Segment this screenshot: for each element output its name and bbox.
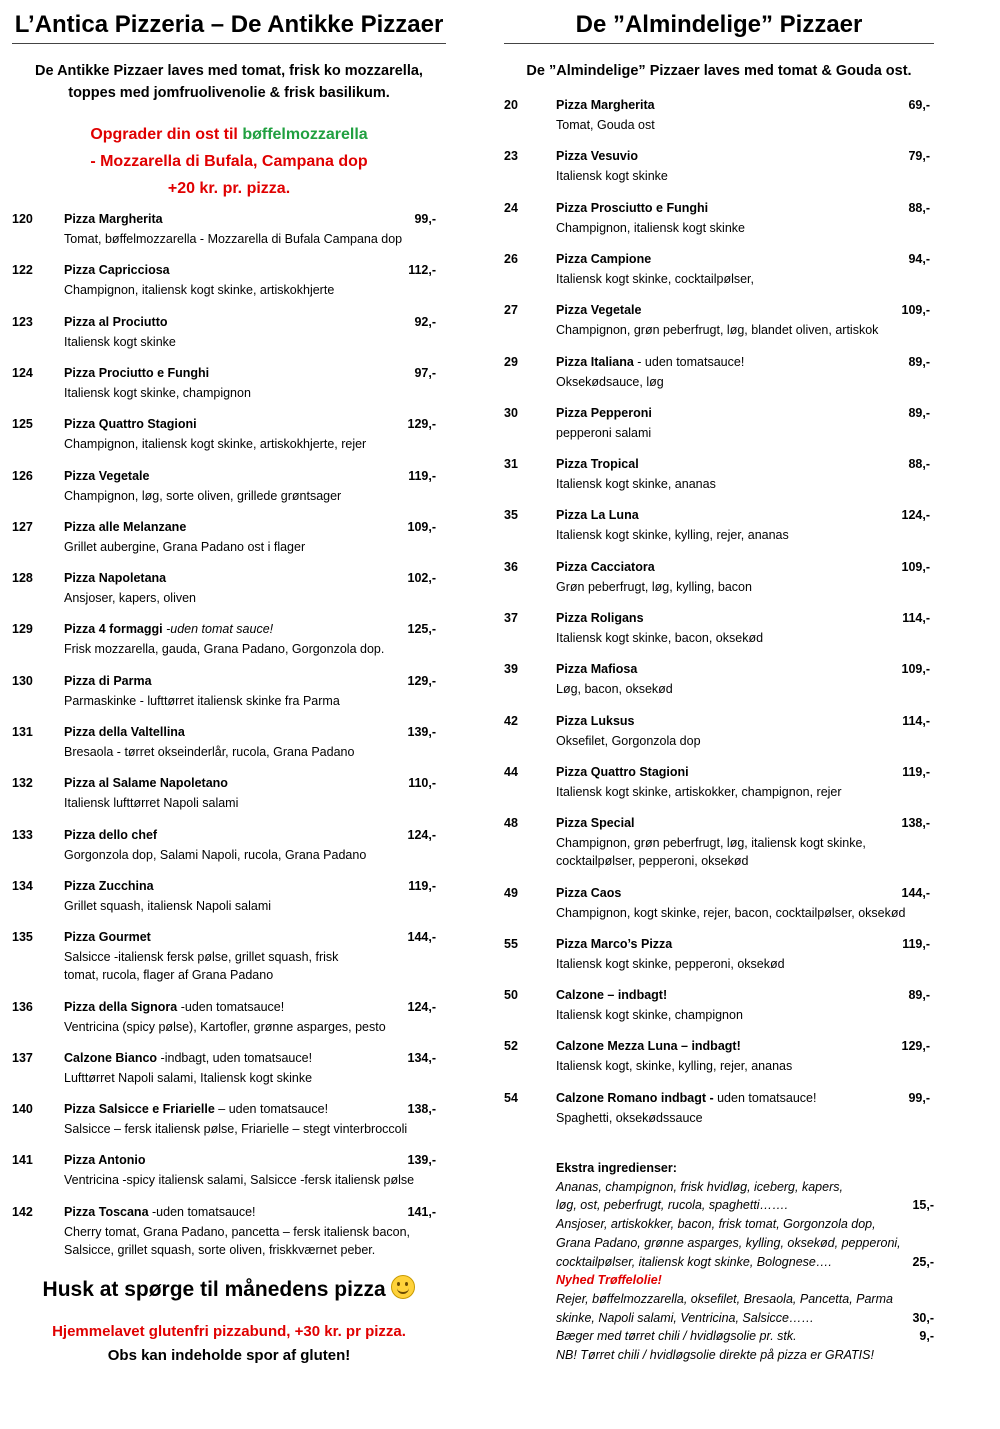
item-name <box>64 879 154 893</box>
extras-line <box>556 1215 934 1234</box>
extras-line-text: cocktailpølser, italiensk kogt skinke, Bolognese…. <box>556 1254 832 1269</box>
item-name-text: Pizza Napoletana <box>64 571 167 586</box>
item-description <box>64 281 334 299</box>
item-description-line: Italiensk kogt skinke <box>64 334 176 349</box>
item-description-line: Italiensk kogt, skinke, kylling, rejer, ananas <box>556 1059 793 1074</box>
item-price: 119,- <box>408 468 436 483</box>
item-name <box>64 315 168 329</box>
left-title: L’Antica Pizzeria – De Antikke Pizzaer <box>14 11 444 38</box>
item-note: -uden tomatsauce! <box>180 999 285 1014</box>
item-number: 133 <box>12 827 33 842</box>
item-number: 123 <box>12 314 33 329</box>
item-price: 114,- <box>902 713 930 728</box>
item-price: 129,- <box>407 417 436 432</box>
item-name-text: Pizza Gourmet <box>64 930 151 945</box>
extras-price: 9,- <box>919 1329 934 1344</box>
item-description <box>64 640 384 658</box>
item-price: 109,- <box>901 559 930 574</box>
item-description <box>64 1069 312 1087</box>
item-price: 124,- <box>407 999 436 1014</box>
right-title-rule <box>504 43 934 44</box>
item-price: 124,- <box>901 508 930 523</box>
item-name <box>556 1091 816 1105</box>
item-number: 140 <box>12 1102 33 1117</box>
item-description <box>64 333 176 351</box>
item-name-text: Pizza dello chef <box>64 827 158 842</box>
item-name-text: Pizza di Parma <box>64 673 152 688</box>
extras-line <box>556 1178 934 1197</box>
item-description-line: Ansjoser, kapers, oliven <box>64 591 197 606</box>
item-description <box>556 373 664 391</box>
extras-line <box>556 1327 934 1346</box>
item-price: 88,- <box>908 200 930 215</box>
item-number: 134 <box>12 878 33 893</box>
extras-line-text: Rejer, bøffelmozzarella, oksefilet, Bresaola, Pancetta, Parma <box>556 1291 893 1306</box>
extras-line <box>556 1290 934 1309</box>
item-price: 119,- <box>902 936 930 951</box>
item-note: uden tomatsauce! <box>717 1090 817 1105</box>
item-number: 36 <box>504 559 518 574</box>
item-name <box>556 611 644 625</box>
gluten-free-offer: Hjemmelavet glutenfri pizzabund, +30 kr. pr pizza. <box>52 1323 406 1340</box>
item-name-text: Pizza Special <box>556 816 635 831</box>
item-name <box>64 725 185 739</box>
item-description <box>64 1018 386 1036</box>
upgrade-cheese-name: bøffelmozzarella <box>242 126 368 143</box>
item-description <box>556 526 789 544</box>
item-name <box>556 406 652 420</box>
item-note: – uden tomatsauce! <box>218 1102 329 1117</box>
extras-line-text: Ananas, champignon, frisk hvidløg, iceberg, kapers, <box>556 1179 843 1194</box>
left-intro-line-2: toppes med jomfruolivenolie & frisk basilikum. <box>68 85 390 101</box>
item-description <box>556 783 842 801</box>
item-name-text: Pizza Italiana <box>556 354 638 369</box>
item-name <box>556 662 637 676</box>
item-name-text: Calzone Mezza Luna – indbagt! <box>556 1039 741 1054</box>
new-truffle-oil <box>556 1271 934 1290</box>
item-description-line: Frisk mozzarella, gauda, Grana Padano, Gorgonzola dop. <box>64 642 385 657</box>
item-description-line: Grillet squash, italiensk Napoli salami <box>64 898 272 913</box>
item-description-line: tomat, rucola, flager af Grana Padano <box>64 968 274 983</box>
item-number: 49 <box>504 885 518 900</box>
item-name <box>556 149 638 163</box>
item-name <box>64 366 209 380</box>
item-name-text: Pizza Vegetale <box>556 303 642 318</box>
item-name <box>556 765 689 779</box>
item-note: -uden tomat sauce! <box>166 622 274 637</box>
item-number: 130 <box>12 673 33 688</box>
item-name-text: Pizza Vesuvio <box>556 149 638 164</box>
item-number: 20 <box>504 98 518 112</box>
item-number: 23 <box>504 149 518 164</box>
smiley-icon <box>391 1275 415 1299</box>
item-price: 119,- <box>902 764 930 779</box>
item-name <box>64 1153 145 1167</box>
item-number: 39 <box>504 662 518 677</box>
item-price: 129,- <box>901 1039 930 1054</box>
item-description <box>64 794 238 812</box>
item-price: 99,- <box>414 212 436 226</box>
item-note: -uden tomatsauce! <box>152 1204 256 1219</box>
item-name-text: Pizza Prociutto e Funghi <box>64 365 210 380</box>
item-description-line: Tomat, Gouda ost <box>556 118 655 132</box>
item-name <box>556 886 621 900</box>
item-name <box>556 98 655 112</box>
item-description <box>64 487 341 505</box>
item-description-line: Gorgonzola dop, Salami Napoli, rucola, Grana Padano <box>64 847 367 862</box>
item-price: 110,- <box>408 776 436 791</box>
item-name-text: Pizza Prosciutto e Funghi <box>556 200 709 215</box>
item-price: 114,- <box>902 611 930 625</box>
item-name <box>556 714 635 728</box>
item-description-line: Italiensk kogt skinke, champignon <box>556 1008 743 1023</box>
item-price: 109,- <box>901 662 930 677</box>
extras-line-text: Grana Padano, grønne asparges, kylling, oksekød, pepperoni, <box>556 1235 901 1250</box>
item-name-text: Calzone Romano indbagt - <box>556 1090 718 1105</box>
item-name-text: Pizza Marco’s Pizza <box>556 936 673 951</box>
item-number: 142 <box>12 1204 33 1219</box>
item-number: 29 <box>504 354 518 369</box>
item-description-line: Parmaskinke - lufttørret italiensk skinke fra Parma <box>64 693 340 708</box>
item-description-line: Salsicce -italiensk fersk pølse, grillet squash, frisk <box>64 950 339 965</box>
extras-heading: Ekstra ingredienser: <box>556 1161 677 1175</box>
item-description <box>64 1120 407 1138</box>
item-number: 127 <box>12 519 33 534</box>
antique-pizza-column <box>12 0 446 1364</box>
item-price: 102,- <box>407 571 436 586</box>
item-number: 126 <box>12 468 33 483</box>
item-description-line: Italiensk kogt skinke, pepperoni, oksekød <box>556 956 785 971</box>
item-name <box>64 571 166 585</box>
item-price: 79,- <box>908 149 930 164</box>
item-name-text: Pizza Salsicce e Friarielle <box>64 1102 219 1117</box>
gluten-warning: Obs kan indeholde spor af gluten! <box>107 1347 351 1364</box>
item-description <box>556 732 701 750</box>
extras-line-text: NB! Tørret chili / hvidløgsolie direkte på pizza er GRATIS! <box>556 1348 874 1363</box>
regular-pizza-column <box>504 0 934 1363</box>
item-name-text: Pizza Campione <box>556 251 652 266</box>
item-description <box>556 270 754 288</box>
item-price: 124,- <box>407 827 436 842</box>
item-name <box>64 1205 256 1219</box>
item-number: 124 <box>12 365 33 380</box>
item-name <box>64 828 157 842</box>
item-price: 89,- <box>908 405 930 420</box>
item-price: 109,- <box>407 519 436 534</box>
item-description <box>64 948 338 984</box>
extras-price: 15,- <box>912 1198 934 1213</box>
item-description-line: Ventricina (spicy pølse), Kartofler, grønne asparges, pesto <box>64 1019 386 1034</box>
upgrade-text: Opgrader din ost til <box>90 126 243 143</box>
item-description <box>556 1109 703 1127</box>
gluten-free-note <box>12 1320 446 1368</box>
item-description-line: Champignon, italiensk kogt skinke, artiskokhjerte, rejer <box>64 437 367 452</box>
item-number: 129 <box>12 622 33 637</box>
item-number: 141 <box>12 1153 33 1168</box>
item-name-text: Pizza 4 formaggi <box>64 622 167 637</box>
extras-price: 25,- <box>912 1254 934 1269</box>
item-price: 88,- <box>908 457 930 472</box>
item-name-text: Pizza Capricciosa <box>64 263 170 278</box>
item-description <box>556 1057 792 1075</box>
item-description <box>64 692 340 710</box>
item-price: 99,- <box>908 1090 930 1105</box>
item-name-text: Pizza al Salame Napoletano <box>64 776 228 791</box>
item-name <box>64 1051 312 1065</box>
item-name-text: Pizza La Luna <box>556 508 639 523</box>
item-price: 94,- <box>908 251 930 266</box>
item-number: 125 <box>12 417 33 432</box>
item-name-text: Pizza Zucchina <box>64 878 154 893</box>
item-number: 30 <box>504 405 518 420</box>
item-description-line: Oksefilet, Gorgonzola dop <box>556 733 701 748</box>
item-description <box>64 589 196 607</box>
item-number: 135 <box>12 930 33 945</box>
item-description-line: Italiensk kogt skinke, cocktailpølser, <box>556 271 754 286</box>
item-description <box>64 538 305 556</box>
extras-line <box>556 1346 934 1365</box>
item-price: 139,- <box>407 1153 436 1168</box>
item-name-text: Pizza Toscana <box>64 1204 152 1219</box>
item-price: 109,- <box>901 303 930 318</box>
extras-line <box>556 1196 934 1215</box>
item-name-text: Pizza alle Melanzane <box>64 519 187 534</box>
item-description-line: Italiensk kogt skinke, bacon, oksekød <box>556 631 764 645</box>
item-number: 50 <box>504 988 518 1003</box>
monthly-pizza-text: Husk at spørge til månedens pizza <box>42 1278 386 1301</box>
item-price: 144,- <box>407 930 436 945</box>
extras-line <box>556 1234 934 1253</box>
item-name <box>64 1000 284 1014</box>
extras-line-text: løg, ost, peberfrugt, rucola, spaghetti……. <box>556 1198 789 1213</box>
item-number: 42 <box>504 713 518 728</box>
monthly-pizza-note <box>12 1275 446 1302</box>
item-description <box>556 116 655 134</box>
right-intro: De ”Almindelige” Pizzaer laves med tomat & Gouda ost. <box>526 63 912 79</box>
item-price: 129,- <box>407 673 436 688</box>
item-name <box>64 212 163 226</box>
item-name-text: Pizza Margherita <box>556 98 655 112</box>
item-description <box>556 424 651 442</box>
extras-line-text: skinke, Napoli salami, Ventricina, Salsicce…… <box>556 1310 814 1325</box>
extras-line <box>556 1309 934 1328</box>
upgrade-line-1 <box>12 121 446 148</box>
item-name <box>556 457 639 471</box>
item-name <box>64 1102 328 1116</box>
item-name <box>556 508 639 522</box>
item-description <box>64 435 366 453</box>
extras-line-text: Ansjoser, artiskokker, bacon, frisk tomat, Gorgonzola dop, <box>556 1217 876 1232</box>
item-price: 138,- <box>901 816 930 831</box>
item-description <box>556 167 668 185</box>
item-description <box>64 743 354 761</box>
extras-line-text: Nyhed Trøffelolie! <box>556 1273 662 1288</box>
item-description <box>556 321 878 339</box>
item-description-line: Spaghetti, oksekødssauce <box>556 1110 703 1125</box>
item-price: 112,- <box>408 263 436 278</box>
item-description <box>556 1006 743 1024</box>
item-name-text: Pizza Luksus <box>556 713 635 728</box>
item-description-line: Løg, bacon, oksekød <box>556 682 673 697</box>
right-title: De ”Almindelige” Pizzaer <box>575 11 863 38</box>
item-name-text: Pizza Pepperoni <box>556 405 652 420</box>
upgrade-line-2: - Mozzarella di Bufala, Campana dop <box>90 153 368 170</box>
item-name <box>556 937 672 951</box>
item-description <box>556 578 752 596</box>
item-name <box>64 469 149 483</box>
extra-ingredients <box>556 1159 934 1365</box>
item-description-line: Bresaola - tørret okseinderlår, rucola, Grana Padano <box>64 745 355 759</box>
item-name-text: Pizza al Prociutto <box>64 314 168 329</box>
item-number: 137 <box>12 1050 33 1065</box>
item-number: 35 <box>504 508 518 523</box>
item-description-line: Tomat, bøffelmozzarella - Mozzarella di Bufala Campana dop <box>64 232 403 246</box>
item-description <box>64 384 251 402</box>
item-number: 27 <box>504 303 518 318</box>
item-name-text: Pizza Quattro Stagioni <box>556 764 689 779</box>
item-description-line: Lufttørret Napoli salami, Italiensk kogt skinke <box>64 1070 313 1085</box>
item-name <box>556 303 641 317</box>
item-description-line: cocktailpølser, pepperoni, oksekød <box>556 854 749 869</box>
item-description-line: Champignon, italiensk kogt skinke <box>556 220 745 235</box>
item-description-line: Champignon, grøn peberfrugt, løg, italiensk kogt skinke, <box>556 836 866 851</box>
item-name <box>64 263 170 277</box>
item-description <box>556 475 716 493</box>
item-price: 119,- <box>408 878 436 893</box>
item-price: 97,- <box>414 365 436 380</box>
item-description-line: Oksekødsauce, løg <box>556 374 664 389</box>
item-description <box>556 955 785 973</box>
item-number: 55 <box>504 936 518 951</box>
item-description-line: Champignon, kogt skinke, rejer, bacon, cocktailpølser, oksekød <box>556 905 906 920</box>
item-name-text: Pizza Cacciatora <box>556 559 655 574</box>
item-name-text: Calzone Bianco <box>64 1050 161 1065</box>
item-number: 132 <box>12 776 33 791</box>
item-price: 144,- <box>901 885 930 900</box>
item-description-line: Italiensk lufttørret Napoli salami <box>64 796 239 811</box>
item-description-line: Ventricina -spicy italiensk salami, Salsicce -fersk italiensk pølse <box>64 1173 415 1188</box>
item-description-line: Italiensk kogt skinke, artiskokker, champignon, rejer <box>556 784 842 799</box>
item-name <box>556 355 744 369</box>
item-price: 69,- <box>908 98 930 112</box>
item-note: - uden tomatsauce! <box>637 354 745 369</box>
item-description <box>64 1223 410 1259</box>
item-description <box>556 834 866 870</box>
extras-line <box>556 1253 934 1272</box>
item-description-line: Grøn peberfrugt, løg, kylling, bacon <box>556 579 752 594</box>
item-number: 48 <box>504 816 518 831</box>
item-name-text: Pizza Vegetale <box>64 468 150 483</box>
item-description-line: Salsicce, grillet squash, sorte oliven, friskkværnet peber. <box>64 1242 376 1257</box>
item-name <box>556 988 667 1002</box>
item-name-text: Pizza Roligans <box>556 611 644 625</box>
item-description <box>556 680 673 698</box>
item-name <box>556 560 655 574</box>
cheese-upgrade-notice <box>12 121 446 202</box>
item-number: 136 <box>12 999 33 1014</box>
item-price: 92,- <box>414 314 436 329</box>
item-name-text: Pizza Quattro Stagioni <box>64 417 197 432</box>
extras-price: 30,- <box>912 1310 934 1325</box>
item-description <box>64 846 366 864</box>
item-name-text: Calzone – indbagt! <box>556 988 668 1003</box>
item-description <box>64 230 402 248</box>
item-description <box>64 897 271 915</box>
item-number: 54 <box>504 1090 518 1105</box>
item-number: 24 <box>504 200 518 215</box>
item-description-line: Cherry tomat, Grana Padano, pancetta – fersk italiensk bacon, <box>64 1224 411 1239</box>
item-name <box>556 201 708 215</box>
item-name-text: Pizza Margherita <box>64 212 163 226</box>
item-description-line: Italiensk kogt skinke <box>556 169 668 184</box>
left-intro <box>12 60 446 104</box>
extras-line-text: Bæger med tørret chili / hvidløgsolie pr. stk. <box>556 1329 797 1344</box>
item-name <box>64 520 186 534</box>
item-description-line: Champignon, grøn peberfrugt, løg, blandet oliven, artiskok <box>556 323 879 338</box>
item-name-text: Pizza Mafiosa <box>556 662 638 677</box>
item-number: 122 <box>12 263 33 278</box>
item-description <box>556 904 905 922</box>
item-description-line: Italiensk kogt skinke, kylling, rejer, ananas <box>556 528 789 543</box>
item-description-line: Champignon, italiensk kogt skinke, artiskokhjerte <box>64 283 335 298</box>
left-intro-line-1: De Antikke Pizzaer laves med tomat, frisk ko mozzarella, <box>35 63 423 79</box>
item-number: 131 <box>12 725 33 739</box>
item-description-line: Grillet aubergine, Grana Padano ost i flager <box>64 539 306 554</box>
item-name <box>556 816 635 830</box>
item-description <box>64 1171 414 1189</box>
item-name-text: Pizza della Valtellina <box>64 725 185 739</box>
item-number: 44 <box>504 764 518 779</box>
item-description <box>556 629 763 647</box>
item-price: 89,- <box>908 354 930 369</box>
item-number: 120 <box>12 212 33 226</box>
upgrade-line-3: +20 kr. pr. pizza. <box>167 180 291 197</box>
item-description-line: pepperoni salami <box>556 425 652 440</box>
item-description-line: Champignon, løg, sorte oliven, grillede grøntsager <box>64 488 342 503</box>
item-name-text: Pizza Tropical <box>556 457 639 472</box>
item-name <box>556 252 651 266</box>
item-name <box>64 776 228 790</box>
item-name <box>556 1039 741 1053</box>
item-price: 134,- <box>407 1050 436 1065</box>
item-number: 31 <box>504 457 518 472</box>
item-note: -indbagt, uden tomatsauce! <box>160 1050 313 1065</box>
item-name <box>64 930 151 944</box>
item-description <box>556 219 745 237</box>
item-name <box>64 417 197 431</box>
item-price: 89,- <box>908 988 930 1003</box>
item-description-line: Italiensk kogt skinke, champignon <box>64 385 251 400</box>
item-number: 128 <box>12 571 33 586</box>
item-name-text: Pizza Caos <box>556 885 622 900</box>
item-price: 139,- <box>407 725 436 739</box>
item-name-text: Pizza della Signora <box>64 999 181 1014</box>
item-price: 141,- <box>407 1204 436 1219</box>
item-price: 138,- <box>407 1102 436 1117</box>
item-name <box>64 622 273 636</box>
item-price: 125,- <box>407 622 436 637</box>
item-number: 52 <box>504 1039 518 1054</box>
item-name <box>64 674 152 688</box>
item-name-text: Pizza Antonio <box>64 1153 146 1168</box>
left-title-rule <box>12 43 446 44</box>
item-number: 26 <box>504 251 518 266</box>
item-number: 37 <box>504 611 518 625</box>
item-description-line: Salsicce – fersk italiensk pølse, Friarielle – stegt vinterbroccoli <box>64 1122 408 1137</box>
item-description-line: Italiensk kogt skinke, ananas <box>556 477 716 492</box>
